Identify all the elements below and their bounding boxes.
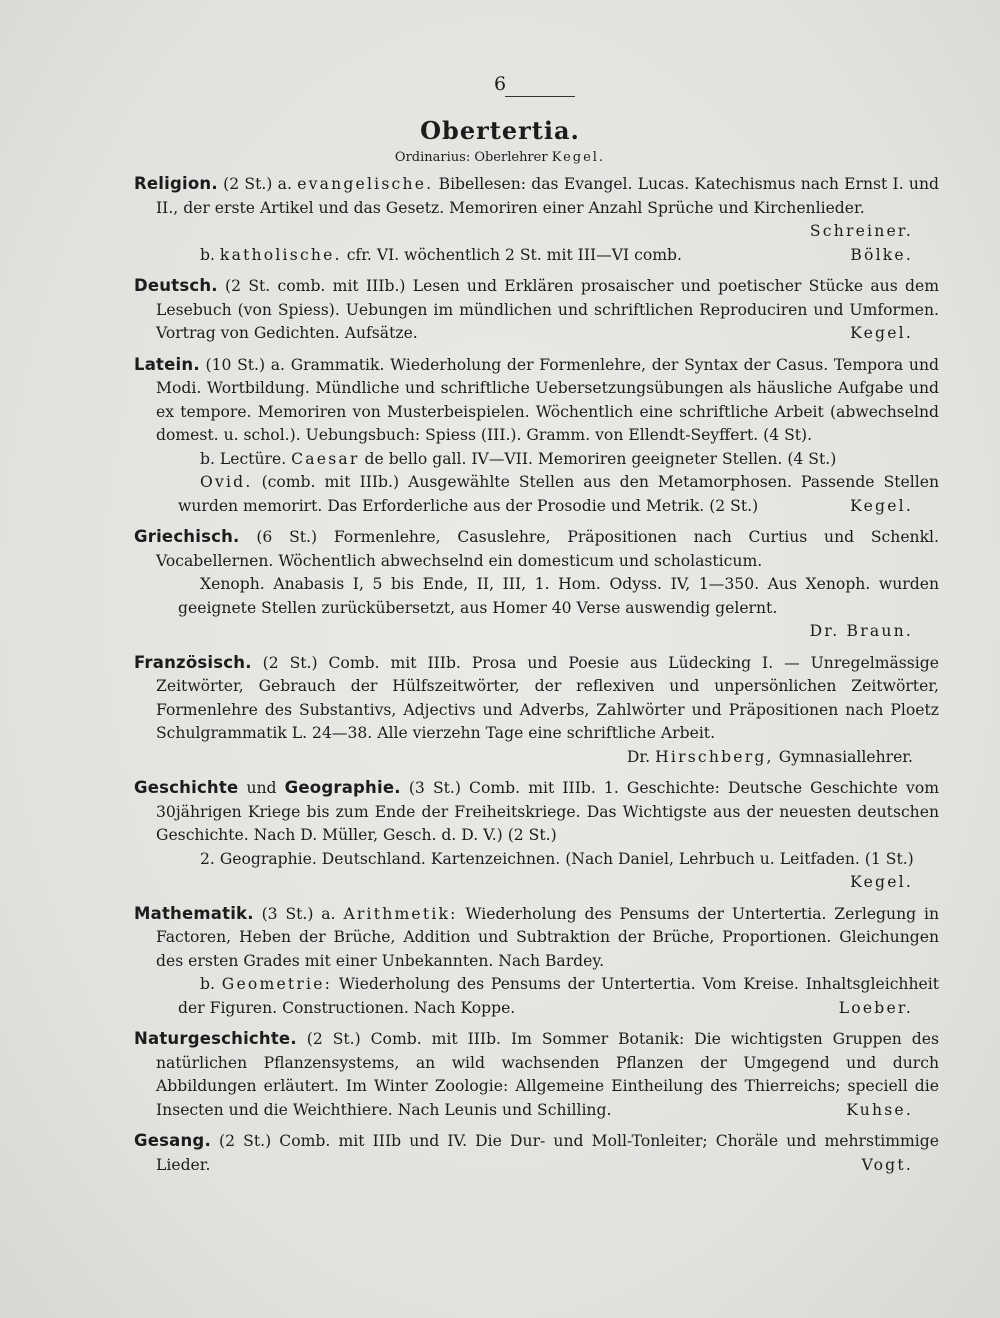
teacher-signature: Kegel. [850,324,913,342]
section-geschichte-geographie [134,776,939,895]
section-text: (6 St.) Formenlehre, Casuslehre, Präpositionen nach Curtius und Schenkl. Vocabellernen. Wöchentlich abwechselnd ein domesticum und scholasticum. [156,528,939,570]
spaced-term: Caesar [291,449,360,468]
page-number: 6 [493,73,507,95]
section-subpart [156,573,939,620]
section-gesang [134,1129,939,1177]
subject-heading: Griechisch. [134,527,240,546]
section-griechisch [134,525,939,644]
section-text: (2 St. comb. mit IIIb.) Lesen und Erklären prosaischer und poetischer Stücke aus dem Lesebuch (von Spiess). Uebungen im mündlichen und schriftlichen Reproduciren und Umformen. Vortrag von Gedichten. Aufsätze. [156,277,939,342]
teacher-signature: Kuhse. [846,1100,913,1119]
spaced-term: Geometrie: [221,975,333,993]
ordinarius-prefix: Ordinarius: Oberlehrer [394,150,548,165]
section-religion [134,172,939,267]
section-text: cfr. VI. wöchentlich 2 St. mit III—VI comb. [346,245,682,264]
ordinarius-name: Kegel. [551,150,606,165]
subject-heading: Französisch. [134,652,252,672]
section-text: (2 St.) a. [223,175,292,193]
section-text: de bello gall. IV—VII. Memoriren geeigneter Stellen. (4 St.) [364,449,837,468]
section-text: b. Lectüre. [200,449,287,468]
signature-prefix: Dr. [626,747,651,766]
teacher-signature: Vogt. [861,1155,913,1174]
section-text: Bibellesen: das Evangel. Lucas. Katechismus nach Ernst I. und II., der erste Artikel und das Gesetz. Memoriren einer Anzahl Sprüche und Kirchenlieder. [156,175,939,217]
subject-heading: Geographie. [284,778,401,797]
teacher-signature: Schreiner. [809,222,913,240]
section-subpart [156,244,939,268]
teacher-signature: Kegel. [850,496,913,515]
subject-heading: Latein. [134,354,200,374]
spaced-term: katholische. [219,245,342,264]
teacher-signature: Bölke. [850,245,913,264]
section-text: Wiederholung des Pensums der Untertertia. Vom Kreise. Inhaltsgleichheit der Figuren. Constructionen. Nach Koppe. [178,975,940,1017]
signature-title: Gymnasiallehrer. [778,747,913,766]
section-text: b. [200,975,215,993]
subject-heading: Deutsch. [134,276,218,295]
spaced-term: Arithmetik: [343,904,458,923]
section-text: (2 St.) Comb. mit IIIb und IV. Die Dur- und Moll-Tonleiter; Choräle und mehrstimmige Lieder. [156,1132,939,1174]
subject-heading: Religion. [134,174,218,193]
section-text: 2. Geographie. Deutschland. Kartenzeichnen. (Nach Daniel, Lehrbuch u. Leitfaden. (1 St.) [200,849,914,868]
section-naturgeschichte [134,1027,939,1122]
section-mathematik [134,902,939,1021]
section-subpart [156,973,939,1020]
section-deutsch [134,274,939,346]
section-text: (10 St.) a. Grammatik. Wiederholung der Formenlehre, der Syntax der Casus. Tempora und Modi. Wortbildung. Mündliche und schriftliche Uebersetzungsübungen als häusliche Aufgabe und ex tempore. Memoriren von Musterbeispielen. Wöchentlich eine schriftliche Arbeit (abwechselnd domest. u. schol.). Uebungsbuch: Spiess (III.). Gramm. von Ellendt-Seyffert. (4 St). [156,355,939,444]
spaced-term: evangelische. [297,175,434,193]
subject-heading: Geschichte [134,778,239,797]
subject-heading: Mathematik. [134,903,254,923]
spaced-term: Ovid. [200,473,253,491]
section-subpart [156,448,939,472]
teacher-signature [156,746,939,770]
teacher-signature: Dr. Braun. [809,622,913,640]
curriculum-body [134,172,939,1184]
section-text: (comb. mit IIIb.) Ausgewählte Stellen aus den Metamorphosen. Passende Stellen wurden memorirt. Das Erforderliche aus der Prosodie und Metrik. (2 St.) [178,473,939,515]
section-latein [134,353,939,519]
section-text: b. [200,245,215,264]
ordinarius-line [0,150,1000,165]
page-number-rule [505,96,575,97]
section-subpart [156,471,939,518]
subject-heading: Naturgeschichte. [134,1029,297,1048]
subject-heading: Gesang. [134,1131,211,1150]
signature-name: Hirschberg, [655,747,774,766]
section-text: Xenoph. Anabasis I, 5 bis Ende, II, III, 1. Hom. Odyss. IV, 1—350. Aus Xenoph. wurden geeignete Stellen zurückübersetzt, aus Homer 40 Verse auswendig gelernt. [178,575,939,617]
teacher-signature: Kegel. [850,873,913,891]
section-text: und [246,779,277,797]
section-text: (3 St.) a. [261,904,336,923]
section-text: (2 St.) Comb. mit IIIb. Im Sommer Botanik: Die wichtigsten Gruppen des natürlichen Pflanzensystems, an wild wachsenden Pflanzen der Umgegend und durch Abbildungen erläutert. Im Winter Zoologie: Allgemeine Eintheilung des Thierreichs; speciell die Insecten und die Weichthiere. Nach Leunis und Schilling. [156,1030,939,1119]
section-text: (3 St.) Comb. mit IIIb. 1. Geschichte: Deutsche Geschichte vom 30jährigen Kriege bis zum Ende der Freiheitskriege. Das Wichtigste aus der neuesten deutschen Geschichte. Nach D. Müller, Gesch. d. D. V.) (2 St.) [156,779,939,844]
section-text: (2 St.) Comb. mit IIIb. Prosa und Poesie aus Lüdecking I. — Unregelmässige Zeitwörter, Gebrauch der Hülfszeitwörter, der reflexiven und unpersönlichen Zeitwörter, Formenlehre des Substantivs, Adjectivs und Adverbs, Zahlwörter und Präpositionen nach Ploetz Schulgrammatik L. 24—38. Alle vierzehn Tage eine schriftliche Arbeit. [156,653,939,742]
section-text: Wiederholung des Pensums der Untertertia. Zerlegung in Factoren, Heben der Brüche, Addition und Subtraktion der Brüche, Proportionen. Gleichungen des ersten Grades mit einer Unbekannten. Nach Bardey. [156,904,939,970]
section-subpart [156,848,939,872]
page-title: Obertertia. [420,116,580,145]
section-franzoesisch [134,651,939,770]
teacher-signature: Loeber. [838,998,913,1017]
